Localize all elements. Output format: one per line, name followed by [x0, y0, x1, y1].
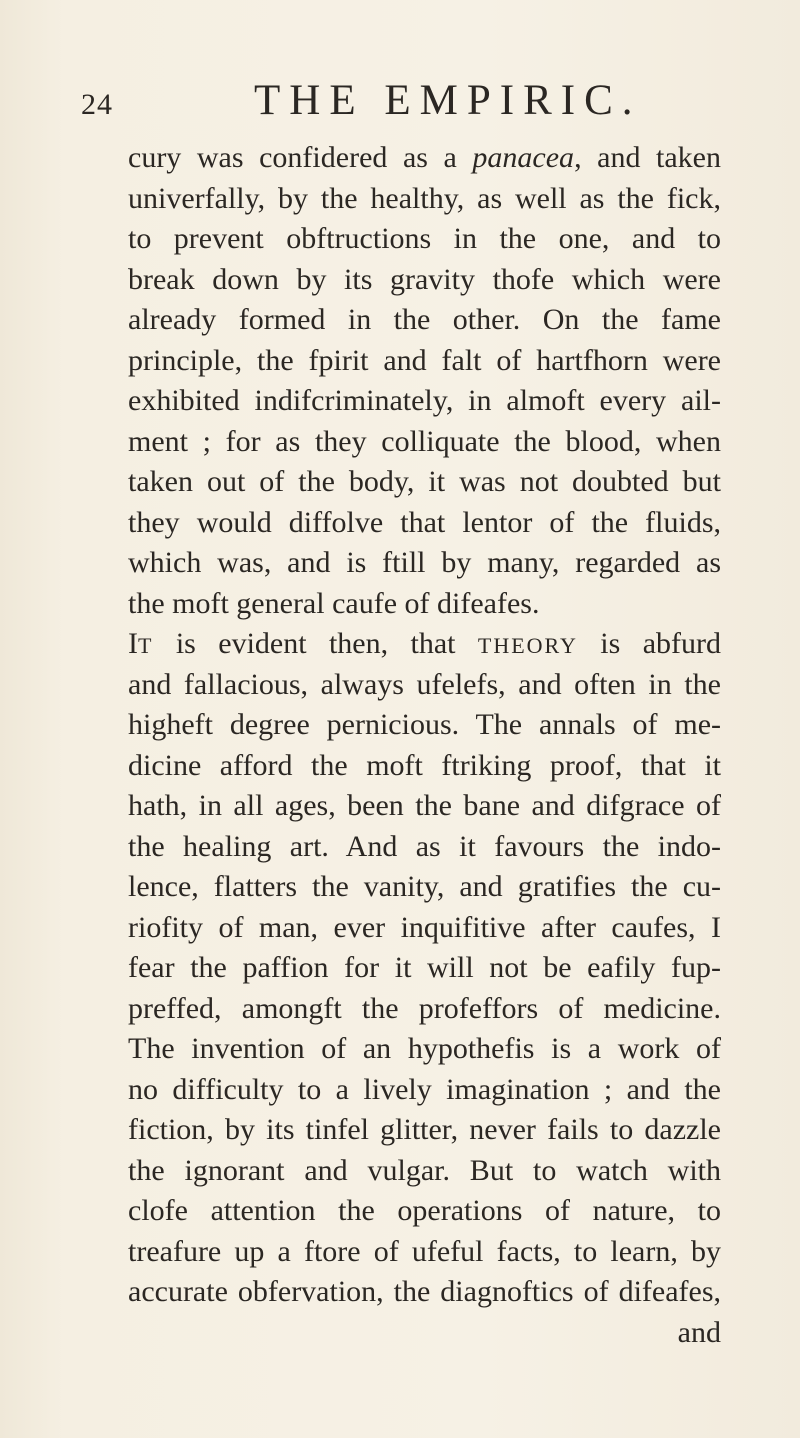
text-line: fear the paffion for it will not be eafily fup- — [128, 951, 721, 984]
page-header — [0, 78, 800, 124]
text-line: higheft degree pernicious. The annals of me- — [128, 708, 721, 741]
text-line: dicine afford the moft ftriking proof, that it — [128, 748, 721, 782]
text-line: univerfally, by the healthy, as well as the fick, — [128, 181, 721, 215]
text-line: hath, in all ages, been the bane and difgrace of — [128, 789, 721, 822]
text-line: taken out of the body, it was not doubted but — [128, 465, 721, 498]
text-line: The invention of an hypothefis is a work of — [128, 1032, 721, 1065]
text-line: no difficulty to a lively imagination ; and the — [128, 1072, 721, 1106]
text-line: accurate obfervation, the diagnoftics of difeafes, — [128, 1275, 721, 1308]
text-line: the healing art. And as it favours the indo- — [128, 829, 721, 863]
small-caps-word: THEORY — [477, 633, 578, 658]
text-line: to prevent obftructions in the one, and to — [128, 222, 721, 255]
initial-capital: I — [128, 627, 138, 660]
text-line: they would diffolve that lentor of the fluids, — [128, 505, 721, 539]
text-line: already formed in the other. On the fame — [128, 303, 721, 336]
text-line: principle, the fpirit and falt of hartfhorn were — [128, 343, 721, 377]
body-text — [128, 138, 721, 1353]
text-line: which was, and is ftill by many, regarded as — [128, 546, 721, 579]
running-title: THE EMPIRIC. — [254, 77, 642, 124]
text-line: and fallacious, always ufelefs, and often in the — [128, 667, 721, 701]
text-line: break down by its gravity thofe which were — [128, 262, 721, 296]
text-line: fiction, by its tinfel glitter, never fails to dazzle — [128, 1113, 721, 1146]
catchword: and — [677, 1315, 721, 1349]
text-line: ment ; for as they colliquate the blood, when — [128, 424, 721, 458]
text-line: cury was confidered as a panacea, and taken — [128, 141, 721, 174]
text-line: treafure up a ftore of ufeful facts, to learn, by — [128, 1234, 721, 1268]
text-line: clofe attention the operations of nature, to — [128, 1194, 721, 1227]
text-line: riofity of man, ever inquifitive after caufes, I — [128, 910, 721, 944]
text-line: the ignorant and vulgar. But to watch with — [128, 1153, 721, 1187]
text-line: the moft general caufe of difeafes. — [128, 586, 540, 620]
text-line: preffed, amongft the profeffors of medicine. — [128, 991, 721, 1025]
text-line: lence, flatters the vanity, and gratifies the cu- — [128, 870, 721, 903]
italic-word: panacea — [472, 141, 575, 174]
text-line: exhibited indifcriminately, in almoft every ail- — [128, 384, 721, 417]
page-number: 24 — [81, 88, 113, 121]
paragraph-start-line: IT is evident then, that THEORY is abfurd — [128, 627, 721, 660]
